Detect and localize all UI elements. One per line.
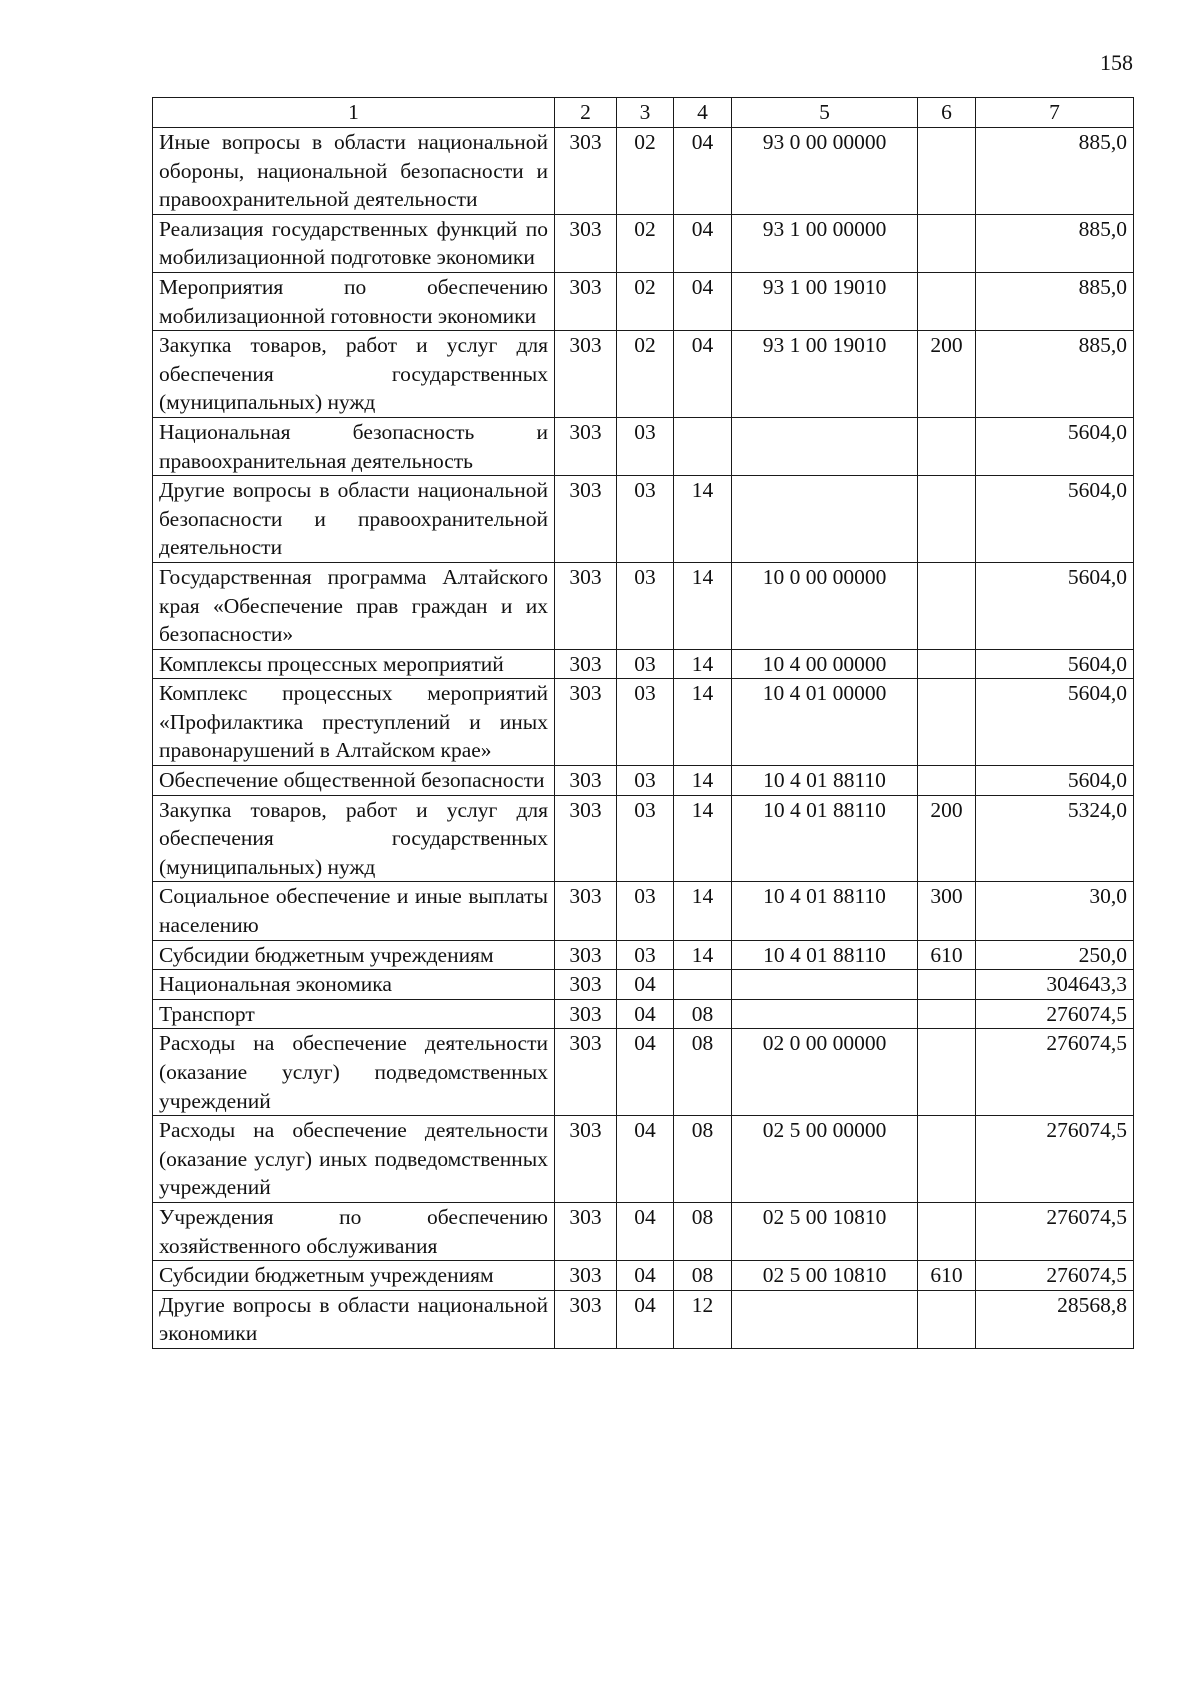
table-row [153,331,1134,418]
expense-type-code-cell [918,970,976,1000]
amount-cell: 5604,0 [976,417,1134,475]
budget-table [152,97,1134,1349]
expense-type-code-cell [918,562,976,649]
section-code-cell: 03 [617,417,674,475]
amount-cell: 5604,0 [976,679,1134,766]
amount-cell: 5324,0 [976,795,1134,882]
ministry-code-cell: 303 [555,649,617,679]
amount-cell: 304643,3 [976,970,1134,1000]
table-row [153,940,1134,970]
target-article-code-cell [732,417,918,475]
table-row [153,417,1134,475]
subsection-code-cell: 14 [674,795,732,882]
item-name-cell: Учреждения по обеспечению хозяйственного обслуживания [153,1202,555,1260]
ministry-code-cell: 303 [555,1116,617,1203]
subsection-code-cell: 14 [674,940,732,970]
section-code-cell: 03 [617,562,674,649]
target-article-code-cell [732,999,918,1029]
ministry-code-cell: 303 [555,214,617,272]
table-row [153,1202,1134,1260]
item-name-cell: Расходы на обеспечение деятельности (оказание услуг) подведомственных учреждений [153,1029,555,1116]
section-code-cell: 03 [617,649,674,679]
ministry-code-cell: 303 [555,417,617,475]
section-code-cell: 02 [617,272,674,330]
section-code-cell: 04 [617,1116,674,1203]
ministry-code-cell: 303 [555,331,617,418]
section-code-cell: 02 [617,214,674,272]
expense-type-code-cell [918,214,976,272]
ministry-code-cell: 303 [555,1261,617,1291]
expense-type-code-cell [918,999,976,1029]
target-article-code-cell: 10 4 01 88110 [732,766,918,796]
amount-cell: 276074,5 [976,1029,1134,1116]
amount-cell: 5604,0 [976,476,1134,563]
table-row [153,272,1134,330]
table-row [153,882,1134,940]
amount-cell: 276074,5 [976,1116,1134,1203]
page-number: 158 [1100,50,1133,75]
column-header-7: 7 [976,98,1134,128]
expense-type-code-cell [918,128,976,215]
table-row [153,679,1134,766]
expense-type-code-cell: 200 [918,331,976,418]
subsection-code-cell: 04 [674,214,732,272]
expense-type-code-cell [918,766,976,796]
expense-type-code-cell: 200 [918,795,976,882]
header-row [153,98,1134,128]
expense-type-code-cell [918,1202,976,1260]
amount-cell: 28568,8 [976,1290,1134,1348]
target-article-code-cell [732,1290,918,1348]
expense-type-code-cell [918,417,976,475]
table-row [153,1261,1134,1291]
table-row [153,562,1134,649]
ministry-code-cell: 303 [555,1202,617,1260]
target-article-code-cell: 10 4 00 00000 [732,649,918,679]
item-name-cell: Субсидии бюджетным учреждениям [153,1261,555,1291]
ministry-code-cell: 303 [555,766,617,796]
ministry-code-cell: 303 [555,562,617,649]
table-row [153,649,1134,679]
table-row [153,999,1134,1029]
table-row [153,766,1134,796]
item-name-cell: Национальная безопасность и правоохранительная деятельность [153,417,555,475]
table-row [153,476,1134,563]
table-body [153,128,1134,1349]
expense-type-code-cell [918,1290,976,1348]
expense-type-code-cell [918,1029,976,1116]
item-name-cell: Закупка товаров, работ и услуг для обеспечения государственных (муниципальных) нужд [153,331,555,418]
ministry-code-cell: 303 [555,999,617,1029]
expense-type-code-cell: 300 [918,882,976,940]
amount-cell: 276074,5 [976,1261,1134,1291]
subsection-code-cell: 14 [674,649,732,679]
subsection-code-cell: 08 [674,999,732,1029]
expense-type-code-cell [918,1116,976,1203]
item-name-cell: Комплекс процессных мероприятий «Профилактика преступлений и иных правонарушений в Алтайском крае» [153,679,555,766]
amount-cell: 250,0 [976,940,1134,970]
subsection-code-cell: 14 [674,882,732,940]
target-article-code-cell: 10 4 01 88110 [732,795,918,882]
table-row [153,214,1134,272]
column-header-5: 5 [732,98,918,128]
subsection-code-cell: 14 [674,766,732,796]
target-article-code-cell: 02 5 00 10810 [732,1202,918,1260]
section-code-cell: 04 [617,999,674,1029]
item-name-cell: Мероприятия по обеспечению мобилизационной готовности экономики [153,272,555,330]
column-header-3: 3 [617,98,674,128]
amount-cell: 276074,5 [976,999,1134,1029]
subsection-code-cell: 14 [674,679,732,766]
column-header-6: 6 [918,98,976,128]
target-article-code-cell [732,970,918,1000]
target-article-code-cell: 93 0 00 00000 [732,128,918,215]
expense-type-code-cell [918,272,976,330]
section-code-cell: 03 [617,882,674,940]
section-code-cell: 04 [617,970,674,1000]
item-name-cell: Комплексы процессных мероприятий [153,649,555,679]
section-code-cell: 03 [617,766,674,796]
section-code-cell: 03 [617,476,674,563]
subsection-code-cell: 04 [674,331,732,418]
amount-cell: 276074,5 [976,1202,1134,1260]
subsection-code-cell: 08 [674,1116,732,1203]
subsection-code-cell: 12 [674,1290,732,1348]
section-code-cell: 04 [617,1202,674,1260]
expense-type-code-cell: 610 [918,940,976,970]
amount-cell: 5604,0 [976,649,1134,679]
target-article-code-cell: 02 5 00 00000 [732,1116,918,1203]
column-header-1: 1 [153,98,555,128]
subsection-code-cell [674,417,732,475]
expense-type-code-cell [918,649,976,679]
item-name-cell: Социальное обеспечение и иные выплаты населению [153,882,555,940]
item-name-cell: Обеспечение общественной безопасности [153,766,555,796]
item-name-cell: Другие вопросы в области национальной безопасности и правоохранительной деятельности [153,476,555,563]
ministry-code-cell: 303 [555,1029,617,1116]
amount-cell: 885,0 [976,214,1134,272]
ministry-code-cell: 303 [555,1290,617,1348]
section-code-cell: 04 [617,1290,674,1348]
item-name-cell: Расходы на обеспечение деятельности (оказание услуг) иных подведомственных учреждений [153,1116,555,1203]
column-header-2: 2 [555,98,617,128]
section-code-cell: 02 [617,331,674,418]
ministry-code-cell: 303 [555,882,617,940]
subsection-code-cell [674,970,732,1000]
ministry-code-cell: 303 [555,476,617,563]
table-row [153,1290,1134,1348]
target-article-code-cell [732,476,918,563]
amount-cell: 30,0 [976,882,1134,940]
table-row [153,970,1134,1000]
item-name-cell: Другие вопросы в области национальной экономики [153,1290,555,1348]
table-row [153,1116,1134,1203]
subsection-code-cell: 08 [674,1202,732,1260]
item-name-cell: Реализация государственных функций по мобилизационной подготовке экономики [153,214,555,272]
amount-cell: 5604,0 [976,562,1134,649]
ministry-code-cell: 303 [555,272,617,330]
ministry-code-cell: 303 [555,940,617,970]
section-code-cell: 04 [617,1029,674,1116]
table-row [153,795,1134,882]
target-article-code-cell: 93 1 00 00000 [732,214,918,272]
item-name-cell: Транспорт [153,999,555,1029]
item-name-cell: Национальная экономика [153,970,555,1000]
subsection-code-cell: 14 [674,476,732,563]
ministry-code-cell: 303 [555,128,617,215]
target-article-code-cell: 10 4 01 88110 [732,882,918,940]
target-article-code-cell: 02 5 00 10810 [732,1261,918,1291]
subsection-code-cell: 04 [674,128,732,215]
item-name-cell: Государственная программа Алтайского края «Обеспечение прав граждан и их безопасности» [153,562,555,649]
subsection-code-cell: 08 [674,1261,732,1291]
target-article-code-cell: 10 0 00 00000 [732,562,918,649]
section-code-cell: 03 [617,940,674,970]
table-header [153,98,1134,128]
expense-type-code-cell [918,476,976,563]
column-header-4: 4 [674,98,732,128]
amount-cell: 885,0 [976,272,1134,330]
target-article-code-cell: 10 4 01 88110 [732,940,918,970]
target-article-code-cell: 93 1 00 19010 [732,272,918,330]
ministry-code-cell: 303 [555,795,617,882]
expense-type-code-cell [918,679,976,766]
table-row [153,128,1134,215]
subsection-code-cell: 14 [674,562,732,649]
table-row [153,1029,1134,1116]
section-code-cell: 02 [617,128,674,215]
section-code-cell: 03 [617,795,674,882]
amount-cell: 885,0 [976,128,1134,215]
ministry-code-cell: 303 [555,970,617,1000]
target-article-code-cell: 10 4 01 00000 [732,679,918,766]
amount-cell: 885,0 [976,331,1134,418]
amount-cell: 5604,0 [976,766,1134,796]
expense-type-code-cell: 610 [918,1261,976,1291]
item-name-cell: Иные вопросы в области национальной обороны, национальной безопасности и правоохранительной деятельности [153,128,555,215]
item-name-cell: Субсидии бюджетным учреждениям [153,940,555,970]
item-name-cell: Закупка товаров, работ и услуг для обеспечения государственных (муниципальных) нужд [153,795,555,882]
subsection-code-cell: 08 [674,1029,732,1116]
target-article-code-cell: 93 1 00 19010 [732,331,918,418]
section-code-cell: 03 [617,679,674,766]
subsection-code-cell: 04 [674,272,732,330]
ministry-code-cell: 303 [555,679,617,766]
section-code-cell: 04 [617,1261,674,1291]
target-article-code-cell: 02 0 00 00000 [732,1029,918,1116]
